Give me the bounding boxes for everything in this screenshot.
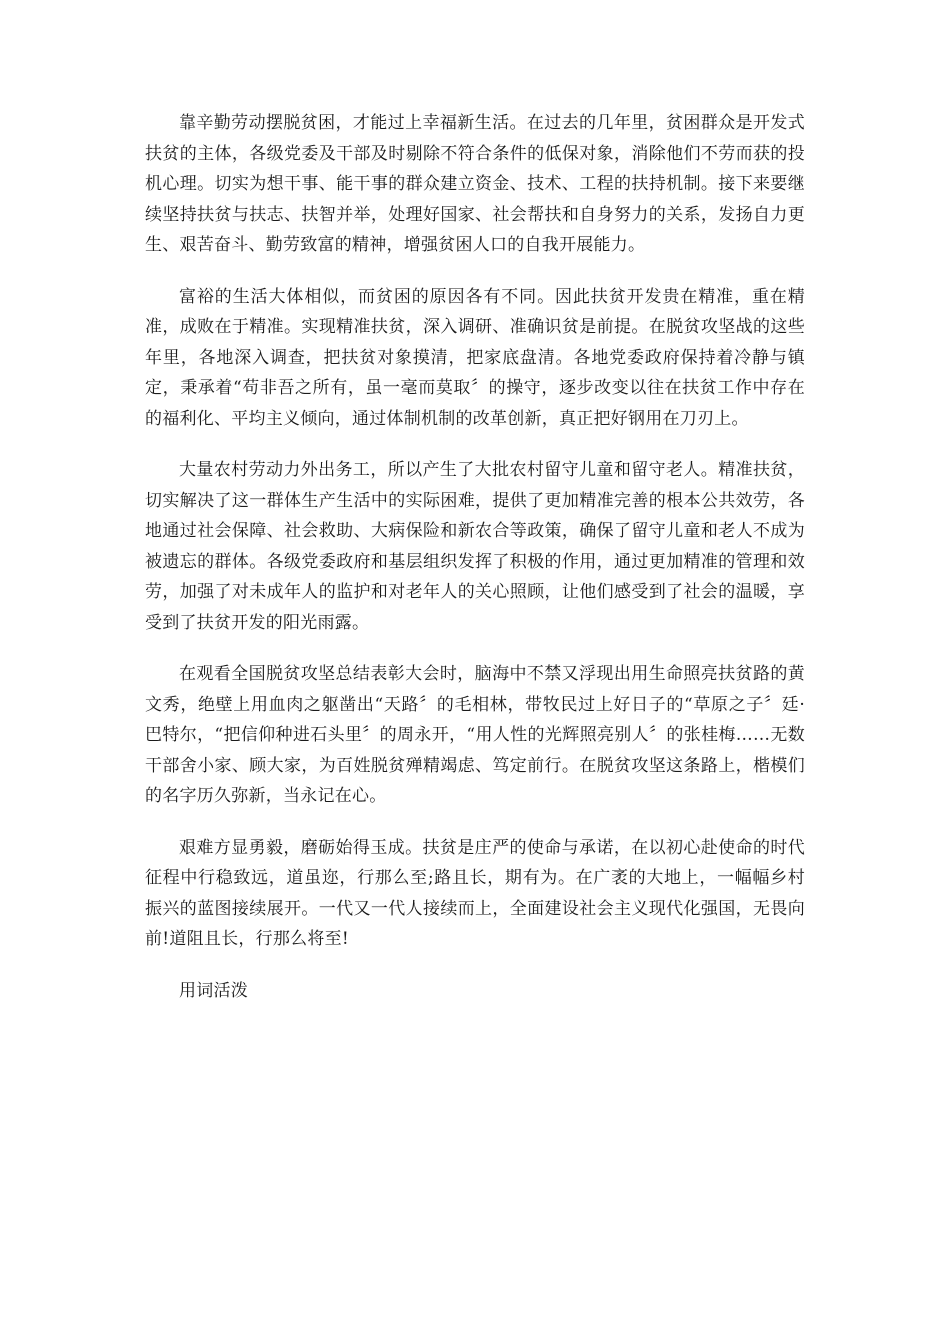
paragraph: 在观看全国脱贫攻坚总结表彰大会时，脑海中不禁又浮现出用生命照亮扶贫路的黄文秀，绝壁上用血肉之躯凿出“天路〞的毛相林，带牧民过上好日子的“草原之子〞廷·巴特尔，“把信仰种进石头里〞的周永开，“用人性的光辉照亮别人〞的张桂梅……无数干部舍小家、顾大家，为百姓脱贫殚精竭虑、笃定前行。在脱贫攻坚这条路上，楷模们的名字历久弥新，当永记在心。	[145, 664, 805, 806]
paragraph: 大量农村劳动力外出务工，所以产生了大批农村留守儿童和留守老人。精准扶贫，切实解决了这一群体生产生活中的实际困难，提供了更加精准完善的根本公共效劳，各地通过社会保障、社会救助、大病保险和新农合等政策，确保了留守儿童和老人不成为被遗忘的群体。各级党委政府和基层组织发挥了积极的作用，通过更加精准的管理和效劳，加强了对未成年人的监护和对老年人的关心照顾，让他们感受到了社会的温暖，享受到了扶贫开发的阳光雨露。	[145, 460, 805, 633]
paragraph: 用词活泼	[179, 980, 248, 1001]
paragraph: 富裕的生活大体相似，而贫困的原因各有不同。因此扶贫开发贵在精准，重在精准，成败在于精准。实现精准扶贫，深入调研、准确识贫是前提。在脱贫攻坚战的这些年里，各地深入调查，把扶贫对象摸清，把家底盘清。各地党委政府保持着冷静与镇定，秉承着“苟非吾之所有，虽一毫而莫取〞的操守，逐步改变以往在扶贫工作中存在的福利化、平均主义倾向，通过体制机制的改革创新，真正把好钢用在刀刃上。	[145, 286, 805, 429]
paragraph: 艰难方显勇毅，磨砺始得玉成。扶贫是庄严的使命与承诺，在以初心赴使命的时代征程中行稳致远，道虽迩，行那么至;路且长，期有为。在广袤的大地上，一幅幅乡村振兴的蓝图接续展开。一代又一代人接续而上，全面建设社会主义现代化强国，无畏向前!道阻且长，行那么将至!	[145, 837, 805, 949]
paragraph: 靠辛勤劳动摆脱贫困，才能过上幸福新生活。在过去的几年里，贫困群众是开发式扶贫的主体，各级党委及干部及时剔除不符合条件的低保对象，消除他们不劳而获的投机心理。切实为想干事、能干事的群众建立资金、技术、工程的扶持机制。接下来要继续坚持扶贫与扶志、扶智并举，处理好国家、社会帮扶和自身努力的关系，发扬自力更生、艰苦奋斗、勤劳致富的精神，增强贫困人口的自我开展能力。	[145, 113, 805, 255]
document-body	[145, 108, 805, 1027]
